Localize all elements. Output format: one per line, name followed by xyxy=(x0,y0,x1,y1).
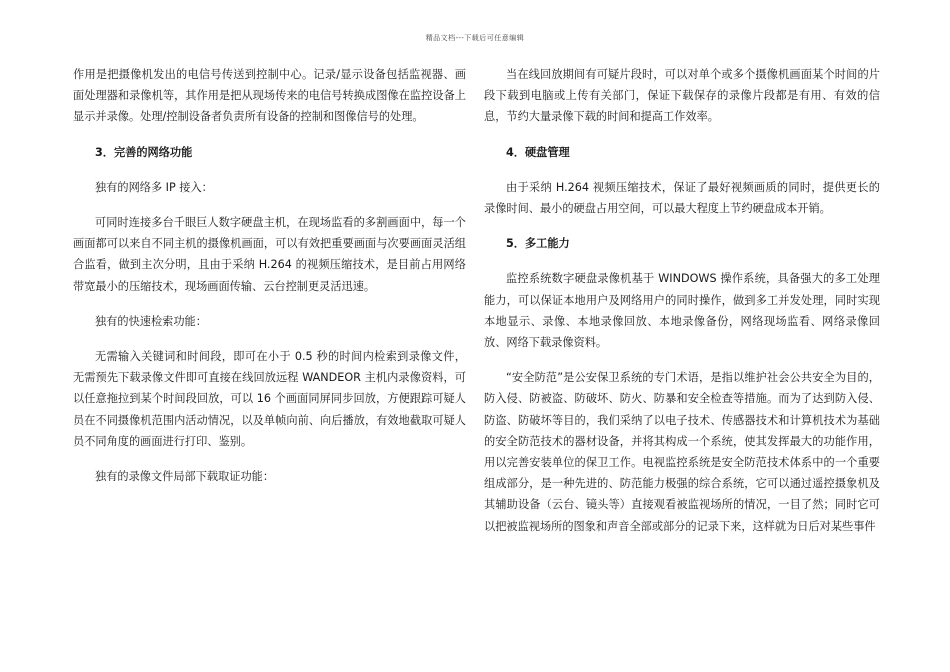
paragraph: “安全防范”是公安保卫系统的专门术语，是指以维护社会公共安全为目的，防入侵、防被盗、防破坏、防火、防暴和安全检查等措施。而为了达到防入侵、防盗、防破坏等目的，我们采纳了以电子技术、传感器技术和计算机技术为基础的安全防范技术的器材设备，并将其构成一个系统，使其发挥最大的功能作用，用以完善安装单位的保卫工作。电视监控系统是安全防范技术体系中的一个重要组成部分，是一种先进的、防范能力极强的综合系统，它可以通过遥控摄象机及其辅助设备（云台、镜头等）直接观看被监视场所的情况，一目了然；同时它可以把被监视场所的图象和声音全部或部分的记录下来，这样就为日后对某些事件 xyxy=(484,371,880,533)
section-heading: 3．完善的网络功能 xyxy=(95,145,193,159)
paragraph: 独有的录像文件局部下载取证功能： xyxy=(95,470,275,484)
right-column xyxy=(484,64,880,551)
paragraph: 监控系统数字硬盘录像机基于 WINDOWS 操作系统，具备强大的多工处理能力，可以保证本地用户及网络用户的同时操作，做到多工并发处理，同时实现本地显示、录像、本地录像回放、本地录像备份，网络现场监看、网络录像回放、网络下载录像资料。 xyxy=(484,272,880,350)
paragraph: 当在线回放期间有可疑片段时，可以对单个或多个摄像机画面某个时间的片段下载到电脑或上传有关部门，保证下载保存的录像片段都是有用、有效的信息，节约大量录像下载的时间和提高工作效率。 xyxy=(484,68,880,124)
paragraph: 由于采纳 H.264 视频压缩技术，保证了最好视频画质的同时，提供更长的录像时间、最小的硬盘占用空间，可以最大程度上节约硬盘成本开销。 xyxy=(484,180,880,216)
section-heading: 4．硬盘管理 xyxy=(506,145,570,159)
paragraph: 作用是把摄像机发出的电信号传送到控制中心。记录/显示设备包括监视器、画面处理器和录像机等，其作用是把从现场传来的电信号转换成图像在监控设备上显示并录像。处理/控制设备者负责所有设备的控制和图像信号的处理。 xyxy=(73,68,466,124)
paragraph: 独有的网络多 IP 接入： xyxy=(95,180,213,194)
page-header: 精品文档---下载后可任意编辑 xyxy=(425,34,525,42)
paragraph: 无需输入关键词和时间段，即可在小于 0.5 秒的时间内检索到录像文件，无需预先下载录像文件即可直接在线回放远程 WANDEOR 主机内录像资料，可以任意拖拉到某个时间段回放，可以 16 个画面同屏同步回放，方便跟踪可疑人员在不同摄像机范围内活动情况，以及单帧向前、向后播放，有效地截取可疑人员不同角度的画面进行打印、鉴别。 xyxy=(73,350,466,448)
section-heading: 5．多工能力 xyxy=(506,237,570,251)
paragraph: 独有的快速检索功能： xyxy=(95,314,207,328)
left-column xyxy=(73,64,466,501)
paragraph: 可同时连接多台千眼巨人数字硬盘主机，在现场监看的多割画面中，每一个画面都可以来自不同主机的摄像机画面，可以有效把重要画面与次要画面灵活组合监看，做到主次分明，且由于采纳 H.264 的视频压缩技术，是目前占用网络带宽最小的压缩技术，现场画面传输、云台控制更灵活迅速。 xyxy=(73,216,466,293)
